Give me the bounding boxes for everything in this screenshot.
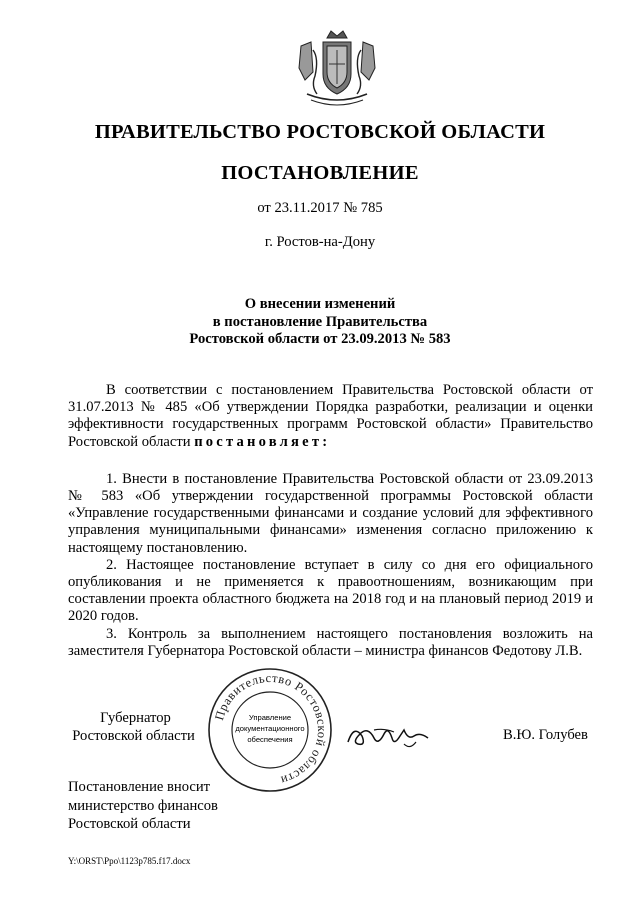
- position-line: Ростовской области: [72, 727, 195, 744]
- subject-line: Ростовской области от 23.09.2013 № 583: [189, 331, 451, 348]
- subject-block: [0, 296, 640, 349]
- stamp-inner-line: Управление: [248, 713, 292, 722]
- position-line: Губернатор: [100, 710, 171, 726]
- stamp-ring-text: Правительство Ростовской области: [212, 670, 330, 788]
- item-3: 3. Контроль за выполнением настоящего постановления возложить на заместителя Губернатора Ростовской области – министра финансов Федотову Л.В.: [68, 625, 593, 659]
- file-path: Y:\ORST\Ppo\1123p785.f17.docx: [68, 856, 191, 866]
- item-2: 2. Настоящее постановление вступает в силу со дня его официального опубликования и не применяется к правоотношениям, возникающим при составлении проекта областного бюджета на 2018 год и на плановый период 2019 и 2020 годов.: [68, 556, 593, 625]
- subject-line: в постановление Правительства: [212, 313, 428, 330]
- submitter-line: Ростовской области: [68, 816, 191, 832]
- signatory-name: В.Ю. Голубев: [503, 727, 588, 743]
- signatory-position: [68, 710, 203, 745]
- official-stamp: [206, 666, 334, 794]
- preamble-text: В соответствии с постановлением Правительства Ростовской области от 31.07.2013 № 485 «Об утверждении Порядка разработки, реализации и оценки эффективности государственных программ Ростовской области» Правительство Ростовской области: [68, 382, 593, 450]
- date-number: от 23.11.2017 № 785: [257, 200, 383, 216]
- document-type: ПОСТАНОВЛЕНИЕ: [221, 162, 419, 184]
- submitter-line: министерство финансов: [68, 797, 218, 814]
- stamp-inner-line: обеспечения: [247, 735, 293, 744]
- stamp-inner-text: [232, 712, 308, 745]
- item-1: 1. Внести в постановление Правительства Ростовской области от 23.09.2013 № 583 «Об утверждении государственной программы Ростовской области «Управление государственными финансами и создание условий для эффективного управления муниципальными финансами» изменения согласно приложению к настоящему постановлению.: [68, 470, 593, 556]
- coat-of-arms: [293, 28, 381, 110]
- decree-word: постановляет:: [194, 433, 331, 450]
- submitter-block: [68, 778, 218, 834]
- coat-of-arms-icon: [293, 28, 381, 110]
- stamp-inner-line: документационного: [235, 724, 305, 733]
- preamble: [68, 382, 593, 451]
- subject-line: О внесении изменений: [244, 296, 396, 312]
- signature-scribble-icon: [344, 716, 434, 756]
- government-title: ПРАВИТЕЛЬСТВО РОСТОВСКОЙ ОБЛАСТИ: [94, 121, 546, 143]
- city: г. Ростов-на-Дону: [264, 234, 376, 250]
- submitter-line: Постановление вносит: [68, 779, 211, 795]
- document-body: [68, 382, 593, 660]
- handwritten-signature: [344, 716, 434, 756]
